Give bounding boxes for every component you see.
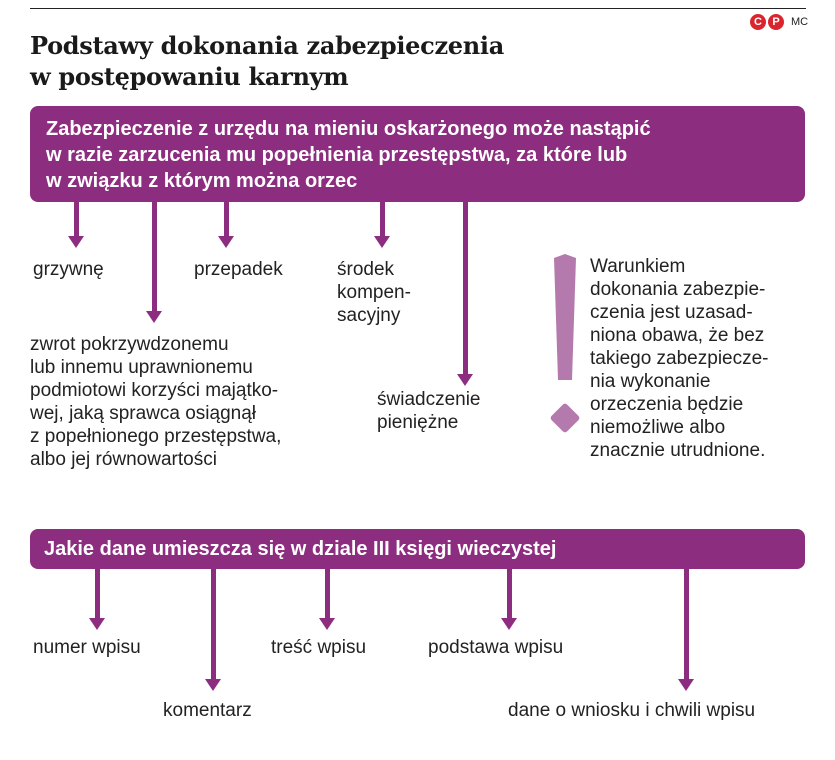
note-line-5: takiego zabezpiecze- — [590, 348, 769, 369]
item-grzywne — [33, 258, 104, 281]
item-zwrot-line-6: albo jej równowartości — [30, 449, 217, 470]
note-line-7: orzeczenia będzie — [590, 394, 744, 415]
arrow-numer-wpisu — [95, 569, 100, 619]
item-swiadczenie — [377, 388, 481, 434]
item-numer-wpisu: numer wpisu — [33, 637, 141, 658]
section2-header — [30, 529, 805, 569]
arrow-komentarz — [211, 569, 216, 680]
copyright-p-icon: P — [768, 14, 784, 30]
arrow-tresc-wpisu — [325, 569, 330, 619]
note-line-8: niemożliwe albo — [590, 417, 726, 438]
item-swiadczenie-line-2: pieniężne — [377, 412, 459, 433]
arrow-przepadek — [224, 202, 229, 237]
item-srodek-line-2: kompen- — [337, 282, 411, 303]
title-line-1: Podstawy dokonania zabezpieczenia — [30, 31, 504, 60]
arrow-grzywne — [74, 202, 79, 237]
arrow-srodek — [380, 202, 385, 237]
section2-header-text: Jakie dane umieszcza się w dziale III księgi wieczystej — [44, 538, 557, 560]
item-swiadczenie-line-1: świadczenie — [377, 389, 481, 410]
item-dane-o-wniosku: dane o wniosku i chwili wpisu — [508, 700, 756, 721]
note-line-6: nia wykonanie — [590, 371, 711, 392]
note-line-9: znacznie utrudnione. — [590, 440, 766, 461]
exclamation-icon — [550, 254, 580, 439]
credit-logo — [750, 14, 808, 30]
item-srodek-line-1: środek — [337, 259, 395, 280]
item-zwrot — [30, 333, 281, 471]
arrow-dane-o-wniosku — [684, 569, 689, 680]
note-line-3: czenia jest uzasad- — [590, 302, 753, 323]
note-line-4: niona obawa, że bez — [590, 325, 765, 346]
author-initials: MC — [791, 16, 809, 28]
arrow-swiadczenie — [463, 202, 468, 375]
item-zwrot-line-4: wej, jaką sprawca osiągnął — [30, 403, 257, 424]
section1-header — [30, 106, 805, 202]
item-srodek — [337, 258, 411, 327]
item-zwrot-line-2: lub innemu uprawnionemu — [30, 357, 253, 378]
item-zwrot-line-5: z popełnionego przestępstwa, — [30, 426, 282, 447]
note-line-2: dokonania zabezpie- — [590, 279, 766, 300]
title-line-2: w postępowaniu karnym — [30, 62, 349, 91]
item-tresc-wpisu: treść wpisu — [271, 637, 367, 658]
item-przepadek-line: przepadek — [194, 259, 283, 280]
item-podstawa-wpisu: podstawa wpisu — [428, 637, 564, 658]
arrow-zwrot — [152, 202, 157, 312]
item-grzywne-line: grzywnę — [33, 259, 104, 280]
arrow-podstawa-wpisu — [507, 569, 512, 619]
item-komentarz: komentarz — [163, 700, 252, 721]
copyright-c-icon: C — [750, 14, 766, 30]
condition-note — [590, 255, 769, 462]
item-przepadek — [194, 258, 283, 281]
item-srodek-line-3: sacyjny — [337, 305, 401, 326]
page-title — [30, 30, 504, 92]
section1-header-line-3: w związku z którym można orzec — [46, 170, 358, 192]
note-line-1: Warunkiem — [590, 256, 686, 277]
top-rule — [30, 8, 806, 9]
section1-header-line-2: w razie zarzucenia mu popełnienia przestępstwa, za które lub — [46, 144, 628, 166]
section1-header-line-1: Zabezpieczenie z urzędu na mieniu oskarżonego może nastąpić — [46, 118, 651, 140]
item-zwrot-line-1: zwrot pokrzywdzonemu — [30, 334, 229, 355]
item-zwrot-line-3: podmiotowi korzyści majątko- — [30, 380, 279, 401]
